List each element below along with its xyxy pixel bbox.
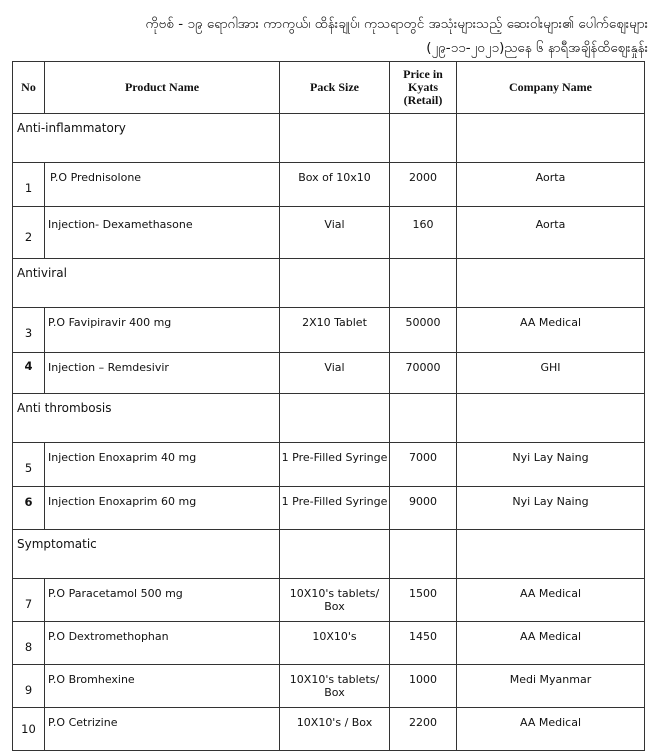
row-product: P.O Favipiravir 400 mg: [45, 308, 280, 353]
row-price: 70000: [390, 353, 457, 394]
row-pack: 10X10's: [280, 622, 390, 665]
row-company: AA Medical: [457, 579, 645, 622]
row-product: Injection Enoxaprim 40 mg: [45, 443, 280, 487]
table-row: [13, 579, 645, 622]
row-no: 2: [13, 207, 45, 259]
row-company: Nyi Lay Naing: [457, 487, 645, 530]
table-row: [13, 708, 645, 751]
row-price: 9000: [390, 487, 457, 530]
category-label: Symptomatic: [13, 530, 280, 579]
row-product: P.O Bromhexine: [45, 665, 280, 708]
row-company: Aorta: [457, 163, 645, 207]
table-row: [13, 487, 645, 530]
row-pack: 2X10 Tablet: [280, 308, 390, 353]
row-price: 1500: [390, 579, 457, 622]
row-product: Injection- Dexamethasone: [45, 207, 280, 259]
row-no: 9: [13, 665, 45, 708]
category-label: Anti thrombosis: [13, 394, 280, 443]
row-pack: Box of 10x10: [280, 163, 390, 207]
row-price: 2000: [390, 163, 457, 207]
table-row: [13, 443, 645, 487]
document-title-line2: (၂၉-၁၁-၂၀၂၁)ညနေ ၆ နာရီအချိန်ထိဈေးနှုန်း: [426, 40, 648, 56]
row-product: P.O Prednisolone: [45, 163, 280, 207]
row-product: P.O Dextromethophan: [45, 622, 280, 665]
row-no: 1: [13, 163, 45, 207]
row-company: Aorta: [457, 207, 645, 259]
row-company: AA Medical: [457, 308, 645, 353]
price-table: [12, 61, 645, 751]
table-row: [13, 665, 645, 708]
row-pack: 10X10's tablets/ Box: [280, 665, 390, 708]
row-company: GHI: [457, 353, 645, 394]
row-product: Injection – Remdesivir: [45, 353, 280, 394]
row-no: 6: [13, 487, 45, 530]
row-no: 3: [13, 308, 45, 353]
row-no: 7: [13, 579, 45, 622]
row-price: 50000: [390, 308, 457, 353]
row-price: 7000: [390, 443, 457, 487]
header-company-name: Company Name: [457, 62, 645, 114]
table-row: [13, 622, 645, 665]
row-price: 2200: [390, 708, 457, 751]
table-row: [13, 308, 645, 353]
row-price: 160: [390, 207, 457, 259]
category-label: Antiviral: [13, 259, 280, 308]
row-company: AA Medical: [457, 708, 645, 751]
row-product: P.O Paracetamol 500 mg: [45, 579, 280, 622]
row-company: Nyi Lay Naing: [457, 443, 645, 487]
document-title-line1: ကိုဗစ် - ၁၉ ရောဂါအား ကာကွယ်၊ ထိန်းချုပ်၊ ကုသရာတွင် အသုံးများသည့် ဆေးဝါးများ၏ ပေါက်ဈေးများ: [145, 16, 648, 32]
row-company: Medi Myanmar: [457, 665, 645, 708]
table-row: [13, 163, 645, 207]
header-price: Price in Kyats (Retail): [390, 62, 457, 114]
table-row: [13, 207, 645, 259]
row-pack: 1 Pre-Filled Syringe: [280, 487, 390, 530]
header-pack-size: Pack Size: [280, 62, 390, 114]
row-pack: Vial: [280, 353, 390, 394]
category-label: Anti-inflammatory: [13, 114, 280, 163]
category-row: [13, 259, 645, 308]
row-product: P.O Cetrizine: [45, 708, 280, 751]
table-header-row: [13, 62, 645, 114]
category-row: [13, 114, 645, 163]
row-no: 4: [13, 353, 45, 394]
row-price: 1450: [390, 622, 457, 665]
row-pack: Vial: [280, 207, 390, 259]
table-row: [13, 353, 645, 394]
row-product: Injection Enoxaprim 60 mg: [45, 487, 280, 530]
row-price: 1000: [390, 665, 457, 708]
row-pack: 1 Pre-Filled Syringe: [280, 443, 390, 487]
row-no: 10: [13, 708, 45, 751]
category-row: [13, 394, 645, 443]
row-pack: 10X10's tablets/ Box: [280, 579, 390, 622]
header-no: No: [13, 62, 45, 114]
category-row: [13, 530, 645, 579]
header-product-name: Product Name: [45, 62, 280, 114]
row-no: 5: [13, 443, 45, 487]
row-company: AA Medical: [457, 622, 645, 665]
row-pack: 10X10's / Box: [280, 708, 390, 751]
row-no: 8: [13, 622, 45, 665]
